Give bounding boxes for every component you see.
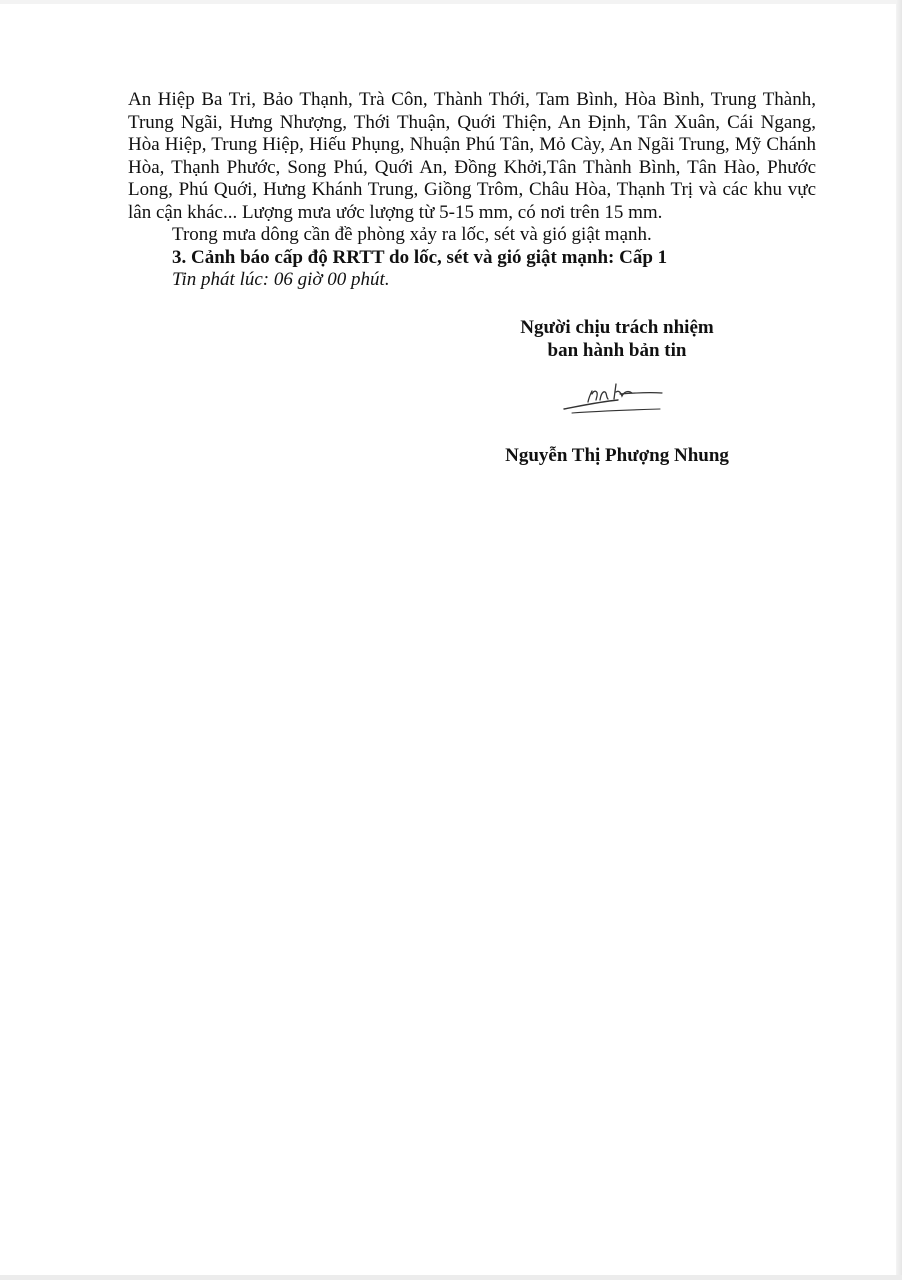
thunderstorm-warning: Trong mưa dông cần đề phòng xảy ra lốc, sét và gió giật mạnh. [172, 224, 652, 245]
document-body [128, 89, 816, 292]
signer-title-line2: ban hành bản tin [547, 340, 687, 361]
locations-paragraph: An Hiệp Ba Tri, Bảo Thạnh, Trà Côn, Thành Thới, Tam Bình, Hòa Bình, Trung Thành, Trung Ngãi, Hưng Nhượng, Thới Thuận, Quới Thiện, An Định, Tân Xuân, Cái Ngang, Hòa Hiệp, Trung Hiệp, Hiếu Phụng, Nhuận Phú Tân, Mỏ Cày, An Ngãi Trung, Mỹ Chánh Hòa, Thạnh Phước, Song Phú, Quới An, Đồng Khởi,Tân Thành Bình, Tân Hào, Phước Long, Phú Quới, Hưng Khánh Trung, Giồng Trôm, Châu Hòa, Thạnh Trị và các khu vực lân cận khác... Lượng mưa ước lượng từ 5-15 mm, có nơi trên 15 mm. [128, 89, 816, 223]
page-edge-bottom [0, 1275, 902, 1280]
signer-title-line1: Người chịu trách nhiệm [520, 317, 714, 338]
signature-block [497, 316, 737, 362]
page-edge-right [896, 0, 902, 1280]
signer-name: Nguyễn Thị Phượng Nhung [505, 445, 729, 466]
issue-time: Tin phát lúc: 06 giờ 00 phút. [172, 269, 390, 290]
handwritten-signature [558, 378, 668, 418]
risk-level-heading: 3. Cảnh báo cấp độ RRTT do lốc, sét và gió giật mạnh: Cấp 1 [172, 246, 668, 268]
page-edge-top [0, 0, 902, 4]
